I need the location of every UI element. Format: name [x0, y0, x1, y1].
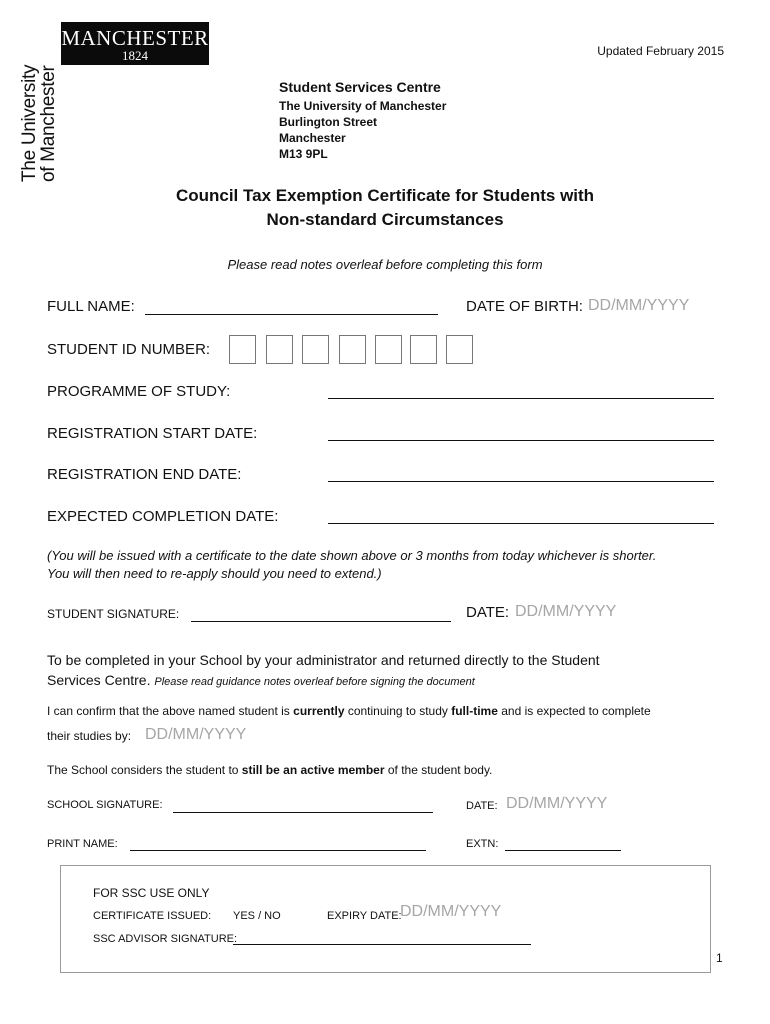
- dob-label: DATE OF BIRTH:: [466, 298, 583, 315]
- notes-instruction: Please read notes overleaf before completing this form: [227, 257, 543, 272]
- reg-end-label: REGISTRATION END DATE:: [47, 466, 242, 483]
- student-signature-label: STUDENT SIGNATURE:: [47, 607, 180, 621]
- confirm-text-currently: currently: [293, 704, 345, 718]
- logo-name: MANCHESTER: [61, 26, 209, 50]
- active-text-a: The School considers the student to: [47, 763, 242, 777]
- advisor-signature-label: SSC ADVISOR SIGNATURE:: [93, 933, 238, 945]
- student-id-digit-7[interactable]: [446, 335, 473, 364]
- school-signature-field[interactable]: [173, 812, 433, 813]
- expiry-date-field[interactable]: DD/MM/YYYY: [400, 903, 502, 920]
- print-name-field[interactable]: [130, 850, 426, 851]
- full-name-field[interactable]: [145, 314, 438, 315]
- programme-field[interactable]: [328, 398, 714, 399]
- student-id-label: STUDENT ID NUMBER:: [47, 341, 211, 358]
- updated-date: Updated February 2015: [597, 44, 724, 58]
- studies-by-field[interactable]: DD/MM/YYYY: [145, 726, 247, 743]
- student-id-digit-2[interactable]: [266, 335, 293, 364]
- manchester-logo: [61, 22, 209, 65]
- address-line4: M13 9PL: [279, 147, 328, 161]
- programme-label: PROGRAMME OF STUDY:: [47, 383, 231, 400]
- student-date-field[interactable]: DD/MM/YYYY: [515, 603, 617, 620]
- school-instruction-line2: Services Centre.: [47, 672, 151, 688]
- completion-field[interactable]: [328, 523, 714, 524]
- address-heading: Student Services Centre: [279, 79, 441, 95]
- student-id-digit-6[interactable]: [410, 335, 437, 364]
- student-id-digit-4[interactable]: [339, 335, 366, 364]
- active-text-c: of the student body.: [384, 763, 493, 777]
- student-id-digit-3[interactable]: [302, 335, 329, 364]
- reg-start-field[interactable]: [328, 440, 714, 441]
- title-line1: Council Tax Exemption Certificate for Students with: [175, 186, 595, 205]
- logo-year: 1824: [122, 48, 148, 63]
- certificate-note-line2: You will then need to re-apply should you need to extend.): [47, 566, 382, 581]
- print-name-label: PRINT NAME:: [47, 838, 118, 850]
- reg-start-label: REGISTRATION START DATE:: [47, 425, 258, 442]
- page-number: 1: [716, 951, 723, 965]
- confirm-statement: [47, 704, 757, 718]
- studies-by-label: their studies by:: [47, 729, 132, 743]
- confirm-text-fulltime: full-time: [451, 704, 498, 718]
- confirm-text-a: I can confirm that the above named student is: [47, 704, 294, 718]
- student-date-label: DATE:: [466, 604, 510, 621]
- confirm-text-e: and is expected to complete: [497, 704, 651, 718]
- school-signature-label: SCHOOL SIGNATURE:: [47, 799, 163, 811]
- address-block: [279, 78, 446, 162]
- active-text-b: still be an active member: [241, 763, 385, 777]
- school-instruction: [47, 650, 747, 692]
- certificate-note-line1: (You will be issued with a certificate to the date shown above or 3 months from today whichever is shorter.: [47, 548, 657, 563]
- university-vertical-wordmark: [20, 62, 58, 182]
- address-line3: Manchester: [279, 131, 346, 145]
- school-date-field[interactable]: DD/MM/YYYY: [506, 795, 608, 812]
- active-member-statement: [47, 763, 492, 777]
- ssc-use-box: [60, 865, 711, 973]
- dob-field[interactable]: DD/MM/YYYY: [588, 297, 690, 314]
- expiry-label: EXPIRY DATE:: [327, 910, 402, 922]
- school-guidance-note: Please read guidance notes overleaf before signing the document: [154, 676, 475, 688]
- extn-label: EXTN:: [466, 838, 499, 850]
- school-date-label: DATE:: [466, 800, 498, 812]
- student-signature-field[interactable]: [191, 621, 451, 622]
- reg-end-field[interactable]: [328, 481, 714, 482]
- wordmark-line1: The University: [19, 64, 40, 182]
- advisor-signature-field[interactable]: [233, 944, 531, 945]
- form-title: [0, 184, 770, 232]
- extn-field[interactable]: [505, 850, 621, 851]
- address-line1: The University of Manchester: [279, 99, 447, 113]
- yes-no-option[interactable]: YES / NO: [233, 910, 281, 922]
- student-id-digit-1[interactable]: [229, 335, 256, 364]
- cert-issued-label: CERTIFICATE ISSUED:: [93, 910, 212, 922]
- school-instruction-line1: To be completed in your School by your administrator and returned directly to the Student: [47, 652, 600, 668]
- full-name-label: FULL NAME:: [47, 298, 135, 315]
- certificate-note: [47, 547, 747, 583]
- confirm-text-c: continuing to study: [344, 704, 452, 718]
- address-line2: Burlington Street: [279, 115, 377, 129]
- title-line2: Non-standard Circumstances: [266, 210, 504, 229]
- wordmark-line2: of Manchester: [38, 65, 59, 182]
- completion-label: EXPECTED COMPLETION DATE:: [47, 508, 279, 525]
- student-id-digit-5[interactable]: [375, 335, 402, 364]
- ssc-heading: FOR SSC USE ONLY: [93, 886, 210, 900]
